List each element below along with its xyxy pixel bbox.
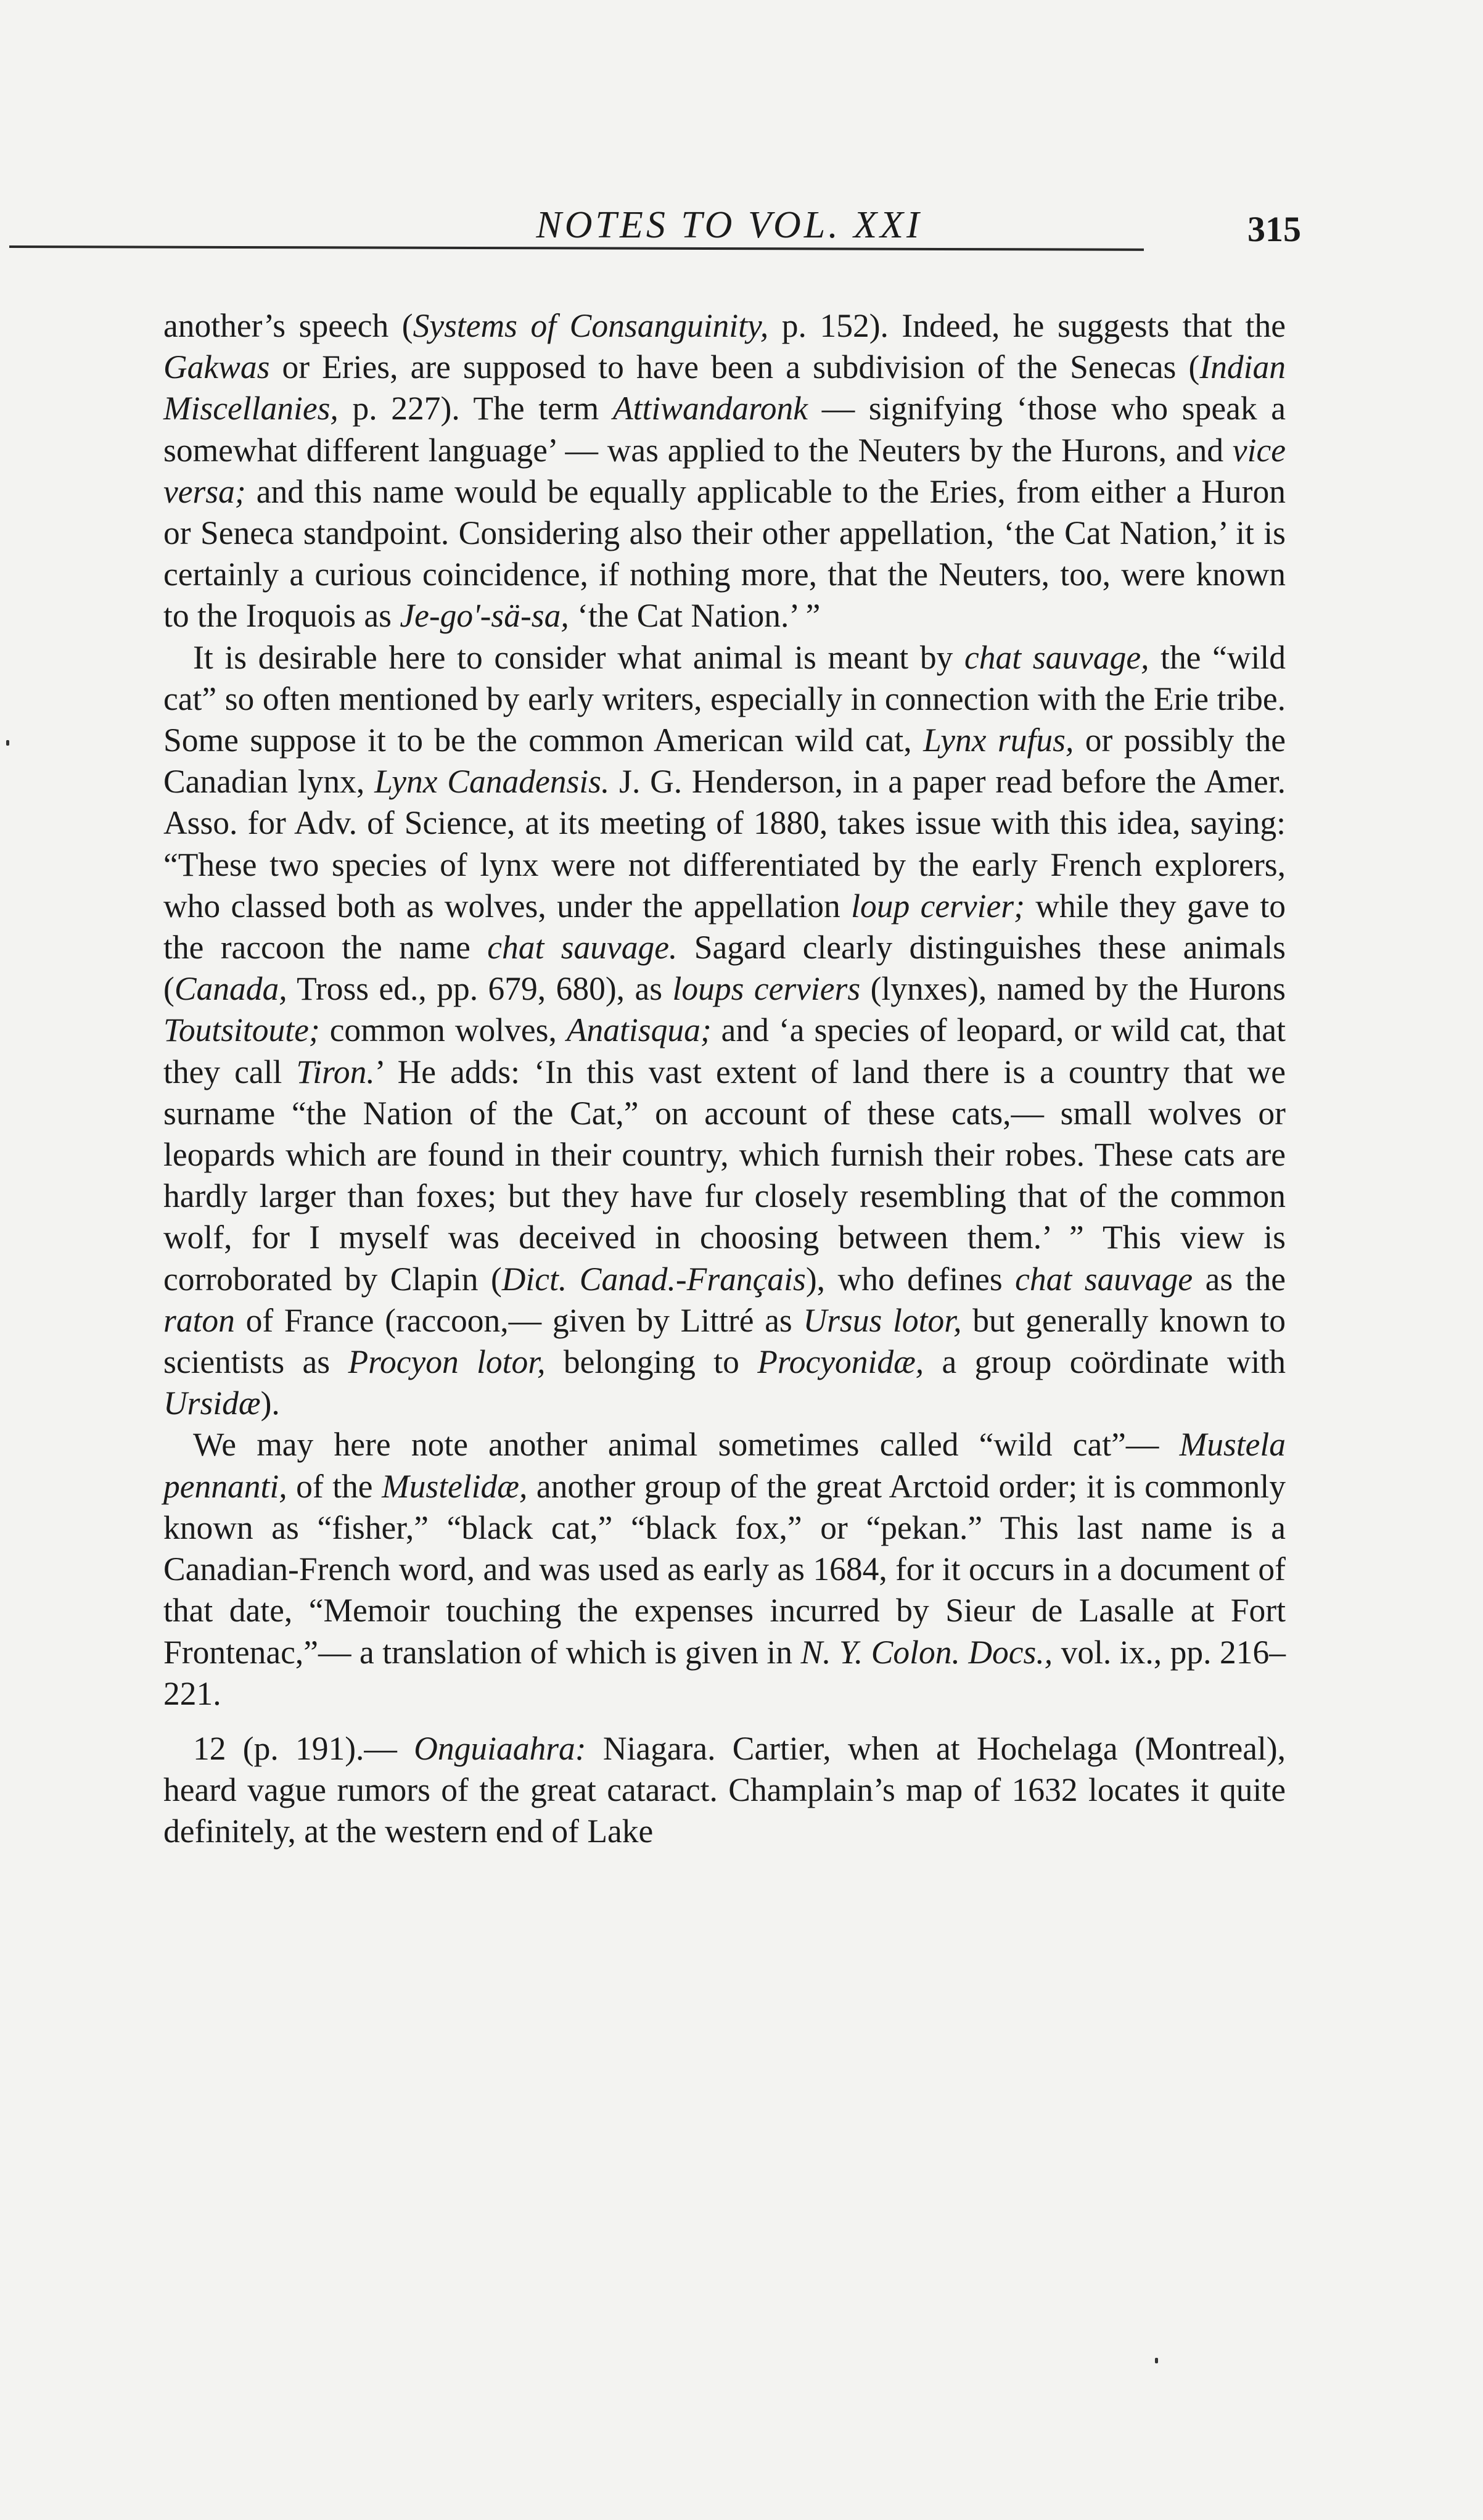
paragraph-continuation: another’s speech (Systems of Consanguinity, p. 152). Indeed, he suggests that the Gakwas or Eries, are supposed to have been a subdivision of the Senecas (Indian Miscellanies, p. 227). The term Attiwandaronk — signifying ‘those who speak a somewhat different language’ — was applied to the Neuters by the Hurons, and vice versa; and this name would be equally applicable to the Eries, from either a Huron or Seneca standpoint. Considering also their other appellation, ‘the Cat Nation,’ it is certainly a curious coincidence, if nothing more, that the Neuters, too, were known to the Iroquois as Je-go'-sä-sa, ‘the Cat Nation.’ ” (163, 307, 1286, 635)
paragraph-mustela: We may here note another animal sometimes called “wild cat”— Mustela pennanti, of the Mustelidæ, another group of the great Arctoid order; it is commonly known as “fisher,” “black cat,” “black fox,” or “pekan.” This last name is a Canadian-French word, and was used as early as 1684, for it occurs in a document of that date, “Memoir touching the expenses incurred by Sieur de Lasalle at Fort Frontenac,”— a translation of which is given in N. Y. Colon. Docs., vol. ix., pp. 216–221. (163, 1426, 1286, 1712)
book-page (163, 204, 1301, 249)
running-head: NOTES TO VOL. XXI (536, 204, 922, 246)
stray-mark (1155, 2358, 1158, 2363)
page-number: 315 (1247, 209, 1301, 249)
stray-mark (6, 740, 9, 746)
note-12-niagara: 12 (p. 191).— Onguiaahra: Niagara. Cartier, when at Hochelaga (Montreal), heard vague rumors of the great cataract. Champlain’s map of 1632 locates it quite definitely, at the western end of Lake (163, 1729, 1286, 1850)
page-header (163, 204, 1301, 249)
body-text (163, 305, 1286, 1853)
paragraph-chat-sauvage: It is desirable here to consider what animal is meant by chat sauvage, the “wild cat” so often mentioned by early writers, especially in connection with the Erie tribe. Some suppose it to be the common American wild cat, Lynx rufus, or possibly the Canadian lynx, Lynx Canadensis. J. G. Henderson, in a paper read before the Amer. Asso. for Adv. of Science, at its meeting of 1880, takes issue with this idea, saying: “These two species of lynx were not differentiated by the early French explorers, who classed both as wolves, under the appellation loup cervier; while they gave to the raccoon the name chat sauvage. Sagard clearly distinguishes these animals (Canada, Tross ed., pp. 679, 680), as loups cerviers (lynxes), named by the Hurons Toutsitoute; common wolves, Anatisqua; and ‘a species of leopard, or wild cat, that they call Tiron.’ He adds: ‘In this vast extent of land there is a country that we surname “the Nation of the Cat,” on account of these cats,— small wolves or leopards which are found in their country, which furnish their robes. These cats are hardly larger than foxes; but they have fur closely resembling that of the common wolf, for I myself was deceived in choosing between them.’ ” This view is corroborated by Clapin (Dict. Canad.-Français), who defines chat sauvage as the raton of France (raccoon,— given by Littré as Ursus lotor, but generally known to scientists as Procyon lotor, belonging to Procyonidæ, a group coördinate with Ursidæ). (163, 638, 1286, 1422)
